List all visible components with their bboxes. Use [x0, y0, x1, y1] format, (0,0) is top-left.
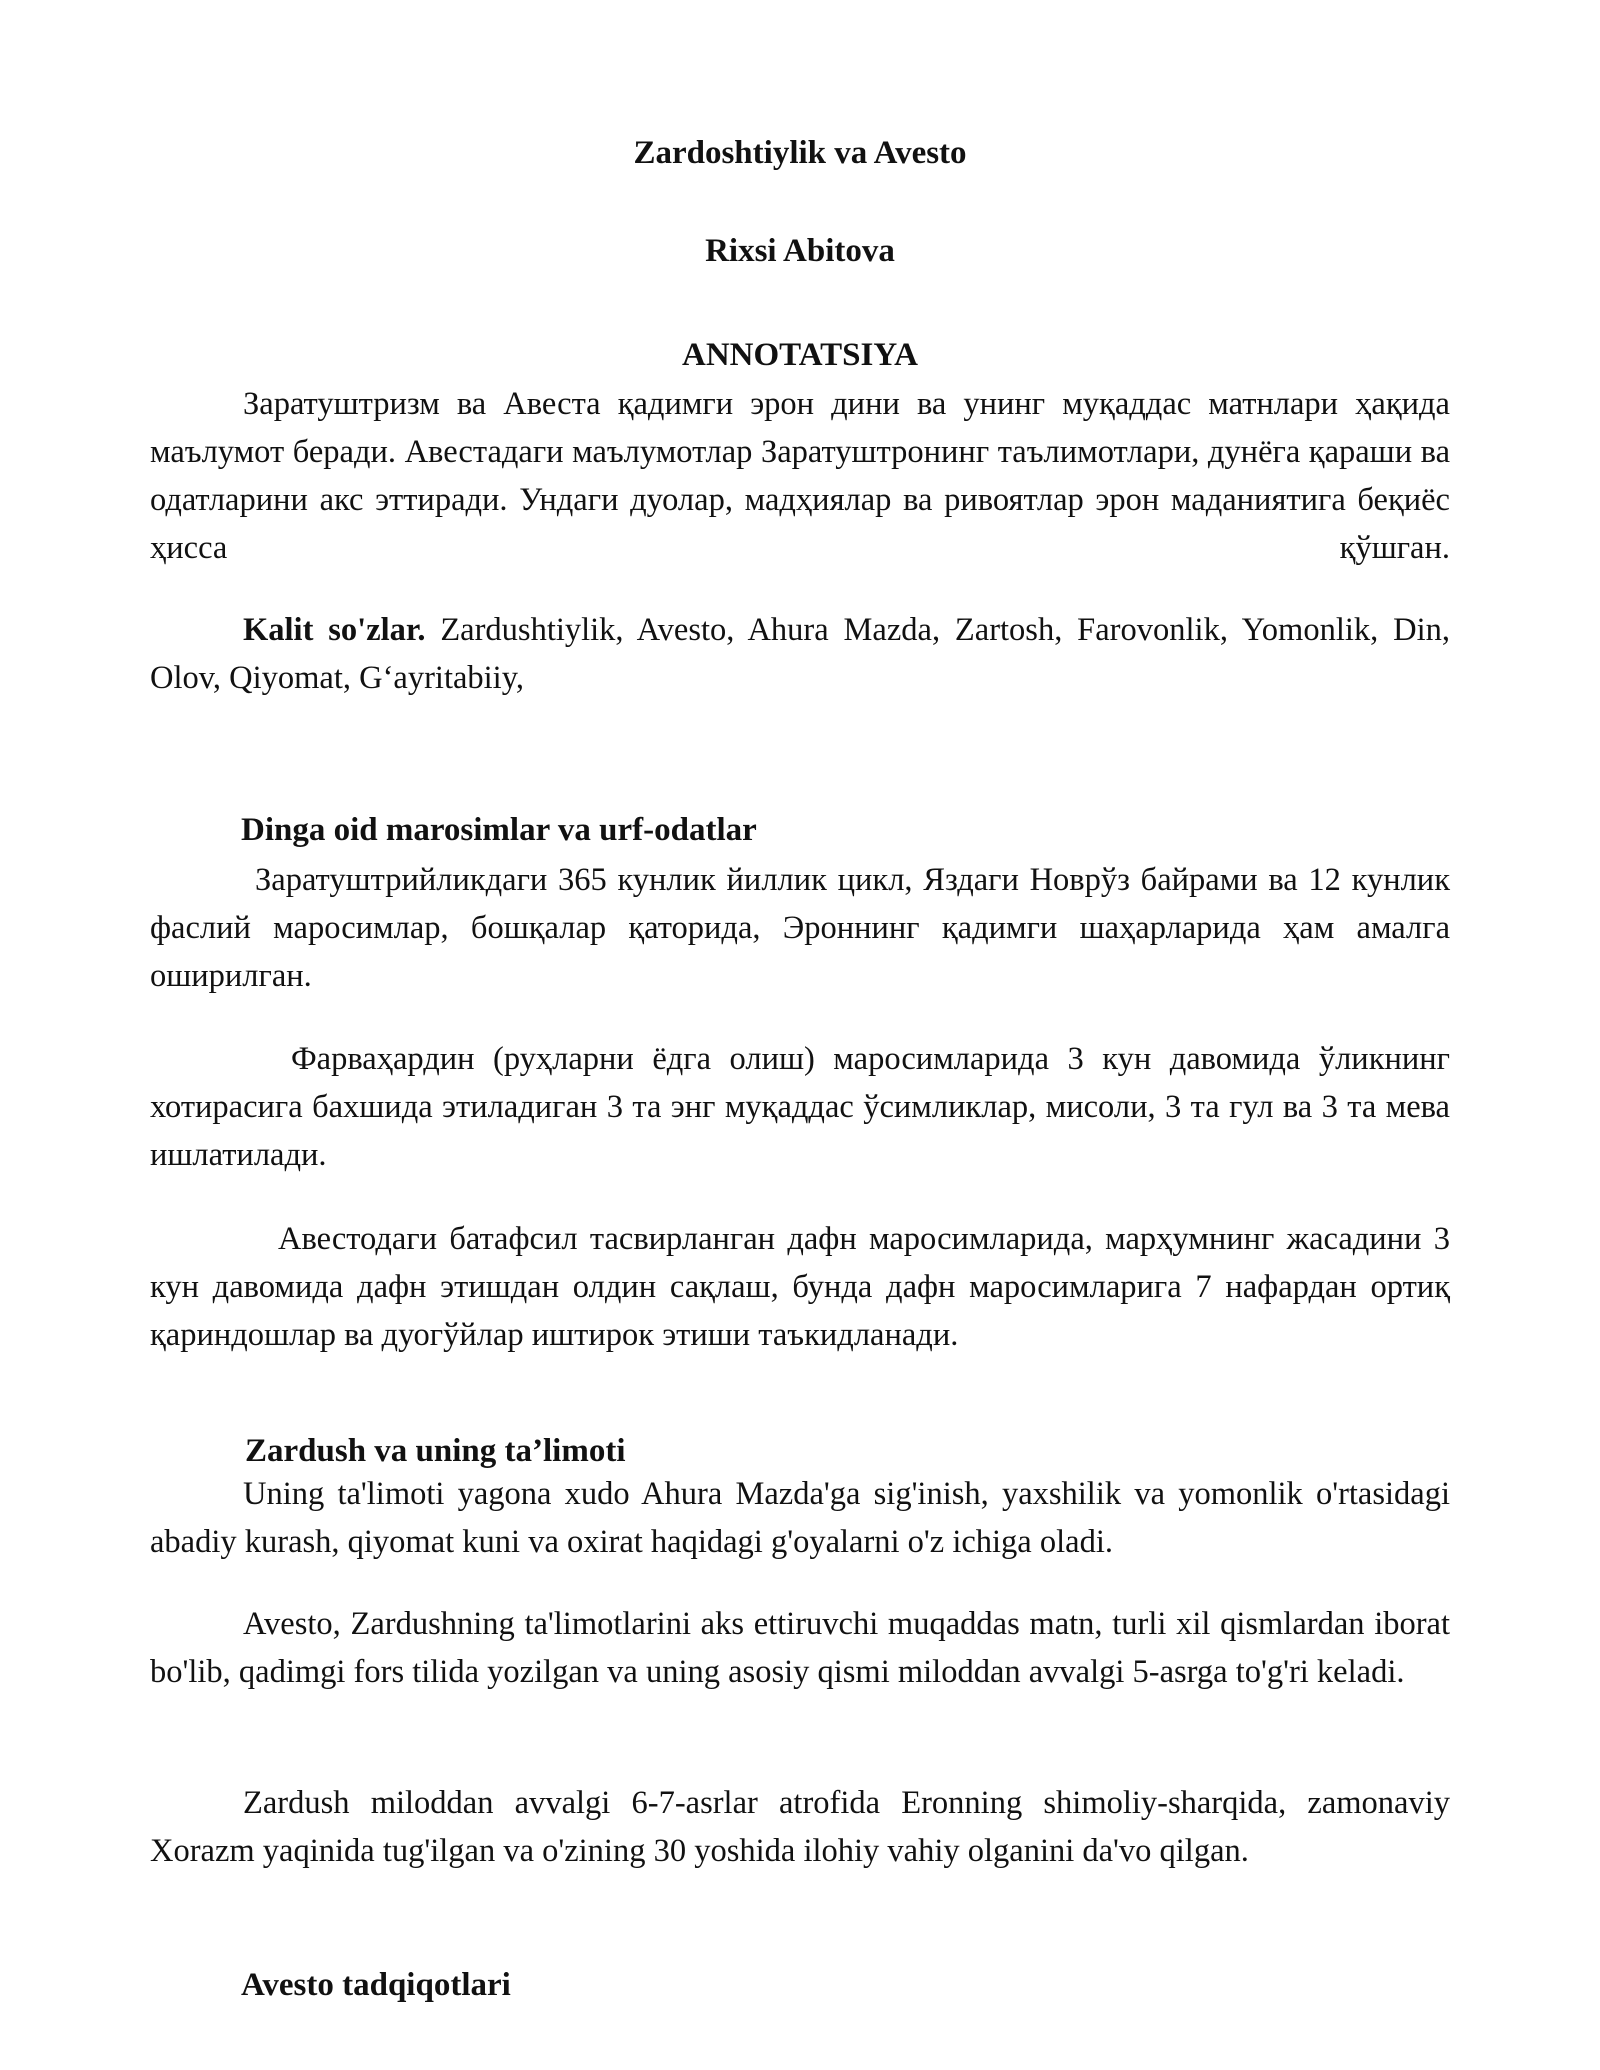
section-heading-rituals: Dinga oid marosimlar va urf-odatlar — [241, 812, 757, 848]
section-paragraph: Zardush miloddan avvalgi 6-7-asrlar atrofida Eronning shimoliy-sharqida, zamonaviy Xorazm yaqinida tug'ilgan va o'zining 30 yoshida ilohiy vahiy olganini da'vo qilgan. — [150, 1785, 1450, 1869]
annotation-paragraph: Заратуштризм ва Авеста қадимги эрон дини ва унинг муқаддас матнлари ҳақида маълумот беради. Авестадаги маълумотлар Заратуштронинг таълимотлари, дунёга қараши ва одатларини акс эттиради. Ундаги дуолар, мадҳиялар ва ривоятлар эрон маданиятига беқиёс ҳисса қўшган. — [150, 386, 1450, 566]
document-author: Rixsi Abitova — [705, 233, 895, 269]
section-paragraph: Заратуштрийликдаги 365 кунлик йиллик цикл, Яздаги Новрўз байрами ва 12 кунлик фаслий маросимлар, бошқалар қаторида, Эроннинг қадимги шаҳарларида ҳам амалга оширилган. — [150, 862, 1450, 994]
document-title: Zardoshtiylik va Avesto — [633, 135, 967, 171]
section-paragraph: Фарваҳардин (руҳларни ёдга олиш) маросимларида 3 кун давомида ўликнинг хотирасига бахшида этиладиган 3 та энг муқаддас ўсимликлар, мисоли, 3 та гул ва 3 та мева ишлатилади. — [150, 1041, 1450, 1173]
section-paragraph: Авестодаги батафсил тасвирланган дафн маросимларида, марҳумнинг жасадини 3 кун давомида дафн этишдан олдин сақлаш, бунда дафн маросимларига 7 нафардан ортиқ қариндошлар ва дуогўйлар иштирок этиши таъкидланади. — [150, 1221, 1450, 1353]
section-heading-avesto-research: Avesto tadqiqotlari — [241, 1967, 511, 2003]
annotation-heading: ANNOTATSIYA — [682, 337, 918, 373]
section-heading-zardush: Zardush va uning ta’limoti — [245, 1433, 626, 1469]
keywords-label: Kalit so'zlar. — [243, 612, 426, 648]
keywords-list: Zardushtiylik, Avesto, Ahura Mazda, Zartosh, Farovonlik, Yomonlik, Din, Olov, Qiyomat, G‘ayritabiiy, — [150, 612, 1450, 696]
section-paragraph: Avesto, Zardushning ta'limotlarini aks ettiruvchi muqaddas matn, turli xil qismlardan iborat bo'lib, qadimgi fors tilida yozilgan va uning asosiy qismi miloddan avvalgi 5-asrga to'g'ri keladi. — [150, 1606, 1450, 1690]
keywords-paragraph — [150, 606, 1450, 702]
section-paragraph: Uning ta'limoti yagona xudo Ahura Mazda'ga sig'inish, yaxshilik va yomonlik o'rtasidagi abadiy kurash, qiyomat kuni va oxirat haqidagi g'oyalarni o'z ichiga oladi. — [150, 1476, 1450, 1560]
